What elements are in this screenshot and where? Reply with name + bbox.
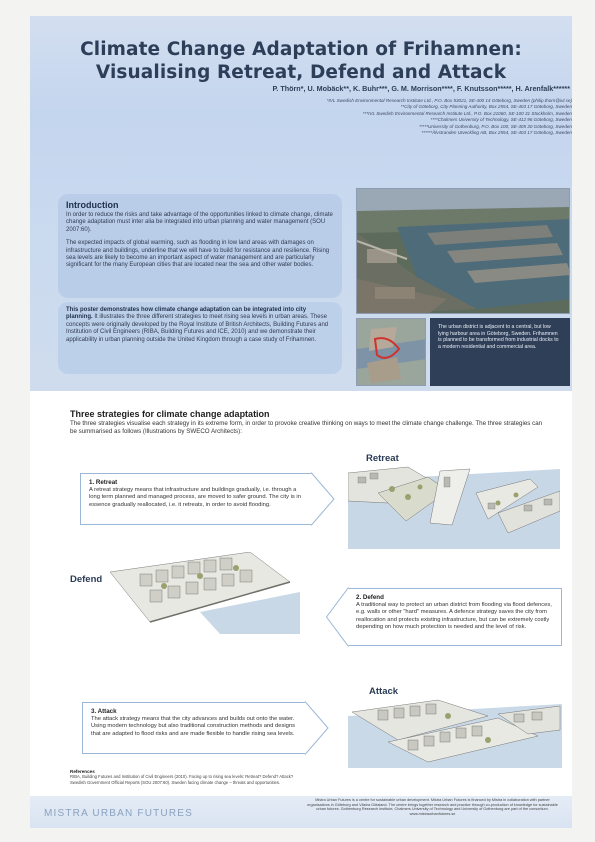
attack-illustration — [348, 696, 562, 768]
attack-heading: 3. Attack — [91, 708, 117, 715]
poster — [30, 16, 572, 828]
retreat-box — [80, 473, 312, 525]
photo-caption: The urban district is adjacent to a central, but low lying harbour area in Göteborg, Sweden. Frihamnen is planned to be transformed from industrial docks to a modern residential and commercial area. — [430, 318, 570, 386]
poster-purpose-lead: This poster demonstrates how climate change adaptation can be integrated into city planning. — [66, 307, 307, 321]
retreat-heading: 1. Retreat — [89, 479, 118, 486]
district-map-image — [357, 319, 426, 386]
affiliation-2: **City of Göteborg, City Planning Authority, Box 2554, SE-403 17 Göteborg, Sweden — [400, 104, 572, 110]
attack-text: The attack strategy means that the city advances and builds out onto the water. Using modern technology but also traditional construction methods and designs that are adapted to flood risks and are made flexible to handle rising sea levels. — [91, 716, 295, 737]
affiliation-4: ****Chalmers University of Technology, SE-412 96 Göteborg, Sweden — [430, 117, 572, 123]
footer-text: Mistra Urban Futures is a centre for sustainable urban development. Mistra Urban Futures is financed by Mistra in collaboration with partner organisations in Göteborg and Västra Götaland. The centre brings together research and practice through co-production of knowledge for sustainable urban futures. Gothenburg Research Institute, Chalmers University of Technology and University of Gothenburg are part of the consortium. www.mistraurbanfutures.se — [307, 798, 558, 816]
aerial-photo — [356, 188, 570, 314]
defend-heading: 2. Defend — [356, 594, 384, 601]
defend-illustration — [90, 552, 300, 634]
retreat-label: Retreat — [366, 453, 399, 464]
title-line-1: Climate Change Adaptation of Frihamnen: — [80, 39, 522, 60]
reference-1: RIBA, Building Futures and Institution of Civil Engineers (2010). Facing up to rising sea levels: Retreat? Defend? Attack? — [70, 774, 294, 780]
attack-arrow-tip — [305, 701, 329, 755]
authors: P. Thörn*, U. Mobäck**, K. Buhr***, G. M. Morrison****, F. Knutsson*****, H. Arenfalk****** — [272, 84, 570, 93]
aerial-photo-image — [357, 189, 570, 314]
header-band — [30, 16, 572, 191]
affiliation-3: ***IVL Swedish Environmental Research Institute Ltd., P.O. Box 21060, SE-100 31 Stockholm, Sweden — [362, 110, 572, 116]
attack-label: Attack — [369, 686, 399, 697]
defend-text: A traditional way to protect an urban district from flooding via flood defences, e.g. walls or other "hard" measures. A defence strategy saves the city from reallocation and protects existing infrastructure, but can be extremely costly depending on how much protection is needed and the level of risk. — [356, 602, 552, 630]
references-heading: References — [70, 769, 95, 774]
references — [70, 769, 530, 785]
retreat-illustration — [348, 463, 560, 549]
affiliation-1: *IVL Swedish Environmental Research Institute Ltd., P.O. Box 53021, SE-400 14 Göteborg, Sweden (philip.thorn@ivl.se) — [326, 98, 572, 103]
introduction-heading: Introduction — [66, 200, 119, 210]
defend-arrow-tip — [326, 587, 349, 647]
poster-title — [40, 38, 562, 84]
attack-box — [82, 702, 306, 754]
affiliation-5: *****University of Gothenburg, P.O. Box 100, SE-405 30 Göteborg, Sweden — [419, 123, 572, 129]
introduction-paragraph-1: In order to reduce the risks and take advantage of the opportunities linked to climate change, climate change adaptation must inter alia be integrated into urban planning and water management (SOU 2007:60). — [66, 212, 333, 233]
introduction-box — [58, 194, 342, 298]
affiliation-6: ******Älvstranden Utveckling AB, Box 2554, SE-403 17 Göteborg, Sweden — [421, 130, 572, 136]
poster-purpose-body: It illustrates the three different strategies to meet rising sea levels in urban areas. These concepts were originally developed by the Royal Institute of British Architects, Building Futures and Institution of Civil Engineers (RIBA, Building Futures and ICE, 2010) and we demonstrate their applicability in urban planning outside the United Kingdom through a case study of Frihamnen. — [66, 314, 329, 343]
poster-purpose-box — [58, 302, 342, 374]
defend-label: Defend — [70, 574, 103, 585]
retreat-arrow-tip — [311, 472, 335, 526]
affiliations — [90, 98, 572, 136]
poster-purpose-text — [66, 307, 334, 344]
introduction-paragraph-2: The expected impacts of global warming, such as flooding in low land areas with damages on infrastructure and buildings, underline that we will have to build for resistance and resilience. Rising sea levels are likely to become an important aspect of water management and are particularly significant for the many European cities that are located near the sea and other water bodies. — [66, 240, 330, 269]
defend-box — [348, 588, 562, 646]
retreat-text: A retreat strategy means that infrastructure and buildings gradually, i.e. through a long term planned and managed process, are moved to safer ground. The city is in essence gradually reallocated, i.e. it retreats, in order to avoid flooding. — [89, 487, 301, 508]
strategies-intro: The three strategies visualise each strategy in its extreme form, in order to provoke creative thinking on ways to meet the climate change challenge. The three strategies can be summarised as follows (Illustrations by SWECO Architects): — [70, 420, 543, 435]
district-map — [356, 318, 426, 386]
title-line-2: Visualising Retreat, Defend and Attack — [95, 62, 507, 83]
mistra-urban-futures-logo: MISTRA URBAN FUTURES — [44, 808, 194, 819]
reference-2: Swedish Government Official Reports (SOU 2007:60). Sweden facing climate change – threats and opportunities. — [70, 779, 281, 785]
strategies-heading: Three strategies for climate change adaptation — [70, 409, 270, 419]
footer — [30, 796, 572, 828]
